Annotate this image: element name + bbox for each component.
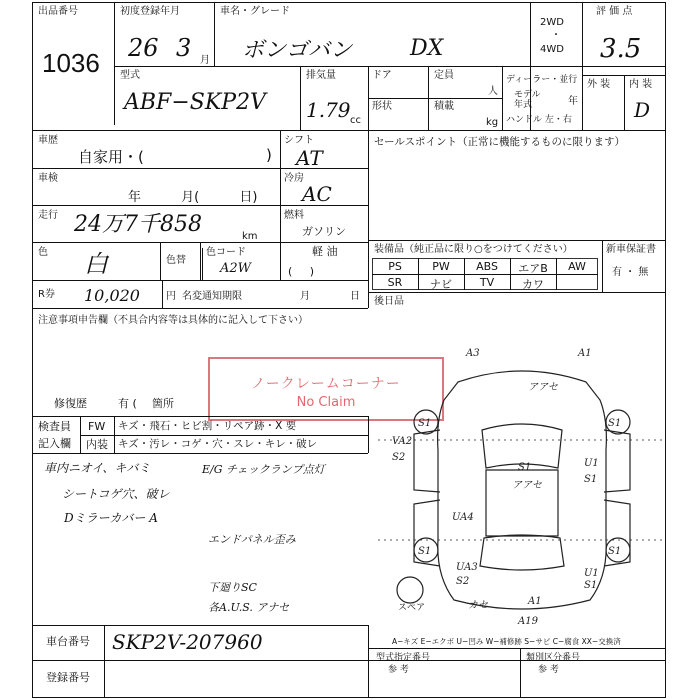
load-unit: kg: [486, 117, 499, 128]
fuel-gasoline: ガソリン: [302, 225, 346, 238]
equip-ps[interactable]: PS: [388, 260, 402, 273]
ac-value: AC: [302, 182, 332, 206]
mark-s1-fl: S1: [418, 418, 432, 429]
equip-tv[interactable]: TV: [479, 276, 495, 289]
mark-va2: VA2: [392, 436, 413, 447]
mark-s1-roof: S1: [518, 462, 532, 473]
displacement-unit: cc: [350, 115, 361, 126]
recycle-value: 10,020: [84, 286, 140, 305]
note-3: Dミラーカバー A: [64, 511, 158, 525]
warranty-value: 有 ・ 無: [612, 267, 649, 278]
drive-dot: ・: [551, 30, 561, 41]
mark-front-repair: アアセ: [528, 382, 558, 393]
first-reg-label: 初度登録年月: [120, 6, 180, 17]
capacity-label: 定員: [434, 70, 454, 81]
chassis-value: SKP2V-207960: [112, 630, 263, 654]
recycle-unit: 円: [166, 291, 176, 302]
shift-label: シフト: [284, 135, 314, 146]
seat-label: 後日品: [374, 296, 404, 307]
model-name: ボンゴバン: [242, 38, 353, 63]
fuel-paren: ( ): [288, 265, 315, 278]
lot-number: 1036: [42, 48, 100, 78]
damage-legend: A−キズ E−エクボ U−凹み W−補修跡 S−サビ C−腐食 XX−交換済: [392, 637, 621, 646]
history-close: ): [266, 146, 272, 164]
grade: DX: [410, 36, 444, 61]
mark-s1-rr: S1: [608, 546, 622, 557]
equip-aw[interactable]: AW: [568, 260, 586, 273]
dealer-label: ディーラー・並行: [506, 75, 578, 85]
inspector-label-1: 検査員: [38, 420, 71, 433]
equip-leather[interactable]: カワ: [522, 278, 544, 291]
mark-rear-repair: カセ: [468, 600, 488, 611]
equip-airbag[interactable]: エアB: [518, 262, 548, 275]
ac-label: 冷房: [284, 173, 304, 184]
equip-pw[interactable]: PW: [432, 260, 450, 273]
sales-label: セールスポイント（正常に機能するものに限ります）: [374, 136, 626, 148]
recycle-label: R券: [38, 289, 55, 300]
designated-ref: 参 考: [388, 665, 409, 675]
mark-s1-rl: S1: [418, 546, 432, 557]
equip-abs[interactable]: ABS: [476, 260, 498, 273]
displacement-label: 排気量: [306, 70, 336, 81]
notices-label: 注意事項申告欄（不具合内容等は具体的に記入して下さい）: [38, 315, 308, 326]
fw-items: キズ・飛石・ヒビ割・リペア跡・X 要: [118, 420, 297, 432]
equipment-label: 装備品（純正品に限り○をつけてください）: [374, 244, 573, 255]
repair-value: 有 (: [118, 397, 137, 410]
note-2: シートコゲ穴、破レ: [62, 487, 170, 501]
mark-s1-rear: S1: [584, 580, 598, 591]
interior-grade: D: [634, 98, 651, 122]
fuel-diesel: 軽 油: [312, 245, 338, 258]
inspector-label-2: 記入欄: [38, 437, 71, 450]
color-value: 白: [84, 250, 108, 278]
note-1: 車内ニオイ、キバミ: [44, 461, 151, 475]
equip-sr[interactable]: SR: [387, 276, 403, 289]
mileage-label: 走行: [38, 210, 58, 221]
year-suffix: 年: [568, 96, 578, 107]
fw-label: FW: [88, 420, 106, 433]
color-number-label: 色替: [166, 255, 186, 266]
color-code: A2W: [220, 261, 252, 276]
shape-label: 形状: [372, 101, 392, 112]
score: 3.5: [600, 34, 642, 64]
repair-suffix: 箇所: [152, 397, 174, 410]
repair-label: 修復歴: [54, 397, 87, 410]
handle-label: ハンドル 左・右: [506, 115, 572, 125]
mark-ua3: UA3: [456, 562, 478, 573]
mark-a1-rear: A1: [528, 596, 542, 607]
history-value: 自家用・(: [78, 148, 144, 166]
ownership-label: 名変通知期限: [182, 291, 242, 302]
history-label: 車歴: [38, 135, 58, 146]
note-7: 各A.U.S. アナセ: [208, 601, 290, 614]
mark-s1-fr: S1: [608, 418, 622, 429]
note-5: エンドパネル歪み: [208, 533, 296, 546]
model-code: ABF−SKP2V: [124, 90, 266, 115]
mark-a1-front: A1: [578, 348, 592, 359]
stamp-line-1: ノークレームコーナー: [251, 376, 401, 392]
mark-s2-rear: S2: [456, 576, 470, 587]
chassis-label: 車台番号: [46, 635, 90, 648]
interior-label: 内 装: [629, 79, 653, 90]
model-name-label: 車名・グレード: [220, 6, 290, 17]
category-label: 類別区分番号: [526, 653, 581, 663]
doors-label: ドア: [372, 70, 392, 81]
month-suffix: 月: [200, 55, 210, 66]
category-ref: 参 考: [538, 665, 559, 675]
lot-label: 出品番号: [38, 6, 78, 17]
model-year-label: モデル 年式: [514, 90, 541, 110]
fuel-label: 燃料: [284, 210, 304, 221]
car-damage-diagram: [378, 340, 666, 630]
mileage-value: 24万7千858: [74, 212, 202, 237]
mark-s1-right: S1: [584, 474, 598, 485]
mark-s2-left: S2: [392, 452, 406, 463]
displacement: 1.79: [306, 98, 351, 122]
mark-u1-right: U1: [584, 458, 599, 469]
reg-label: 登録番号: [46, 671, 90, 684]
first-reg-year: 26: [128, 34, 159, 62]
note-4: E/G チェックランプ点灯: [202, 463, 325, 476]
mark-a3: A3: [466, 348, 480, 359]
ownership-month: 月: [300, 291, 310, 302]
mark-ua4: UA4: [452, 512, 474, 523]
mark-roof-repair: アアセ: [512, 480, 542, 491]
exterior-label: 外 装: [587, 79, 611, 90]
equip-navi[interactable]: ナビ: [430, 278, 452, 291]
note-6: 下廻りSC: [208, 581, 257, 594]
load-label: 積載: [434, 101, 454, 112]
capacity-unit: 人: [488, 86, 498, 97]
color-code-label: 色コード: [206, 247, 246, 258]
shift-value: AT: [296, 146, 323, 170]
drive-4wd: 4WD: [540, 44, 564, 55]
mark-u1-rear: U1: [584, 568, 599, 579]
designated-label: 型式指定番号: [376, 653, 431, 663]
mark-a19: A19: [518, 616, 538, 627]
spare-label: スペア: [398, 603, 426, 613]
interior-items: キズ・汚レ・コゲ・穴・スレ・キレ・破レ: [118, 438, 318, 450]
score-label: 評 価 点: [596, 6, 633, 17]
drive-2wd: 2WD: [540, 17, 564, 28]
first-reg-month: 3: [176, 34, 192, 62]
inspection-label: 車検: [38, 173, 58, 184]
mileage-unit: km: [242, 231, 258, 242]
inspection-date: 年 月( 日): [128, 190, 258, 205]
model-code-label: 型式: [120, 70, 140, 81]
ownership-day: 日: [350, 291, 360, 302]
stamp-line-2: No Claim: [296, 395, 356, 410]
warranty-label: 新車保証書: [606, 244, 656, 255]
interior-items-label: 内装: [86, 438, 108, 451]
color-label: 色: [38, 247, 48, 258]
